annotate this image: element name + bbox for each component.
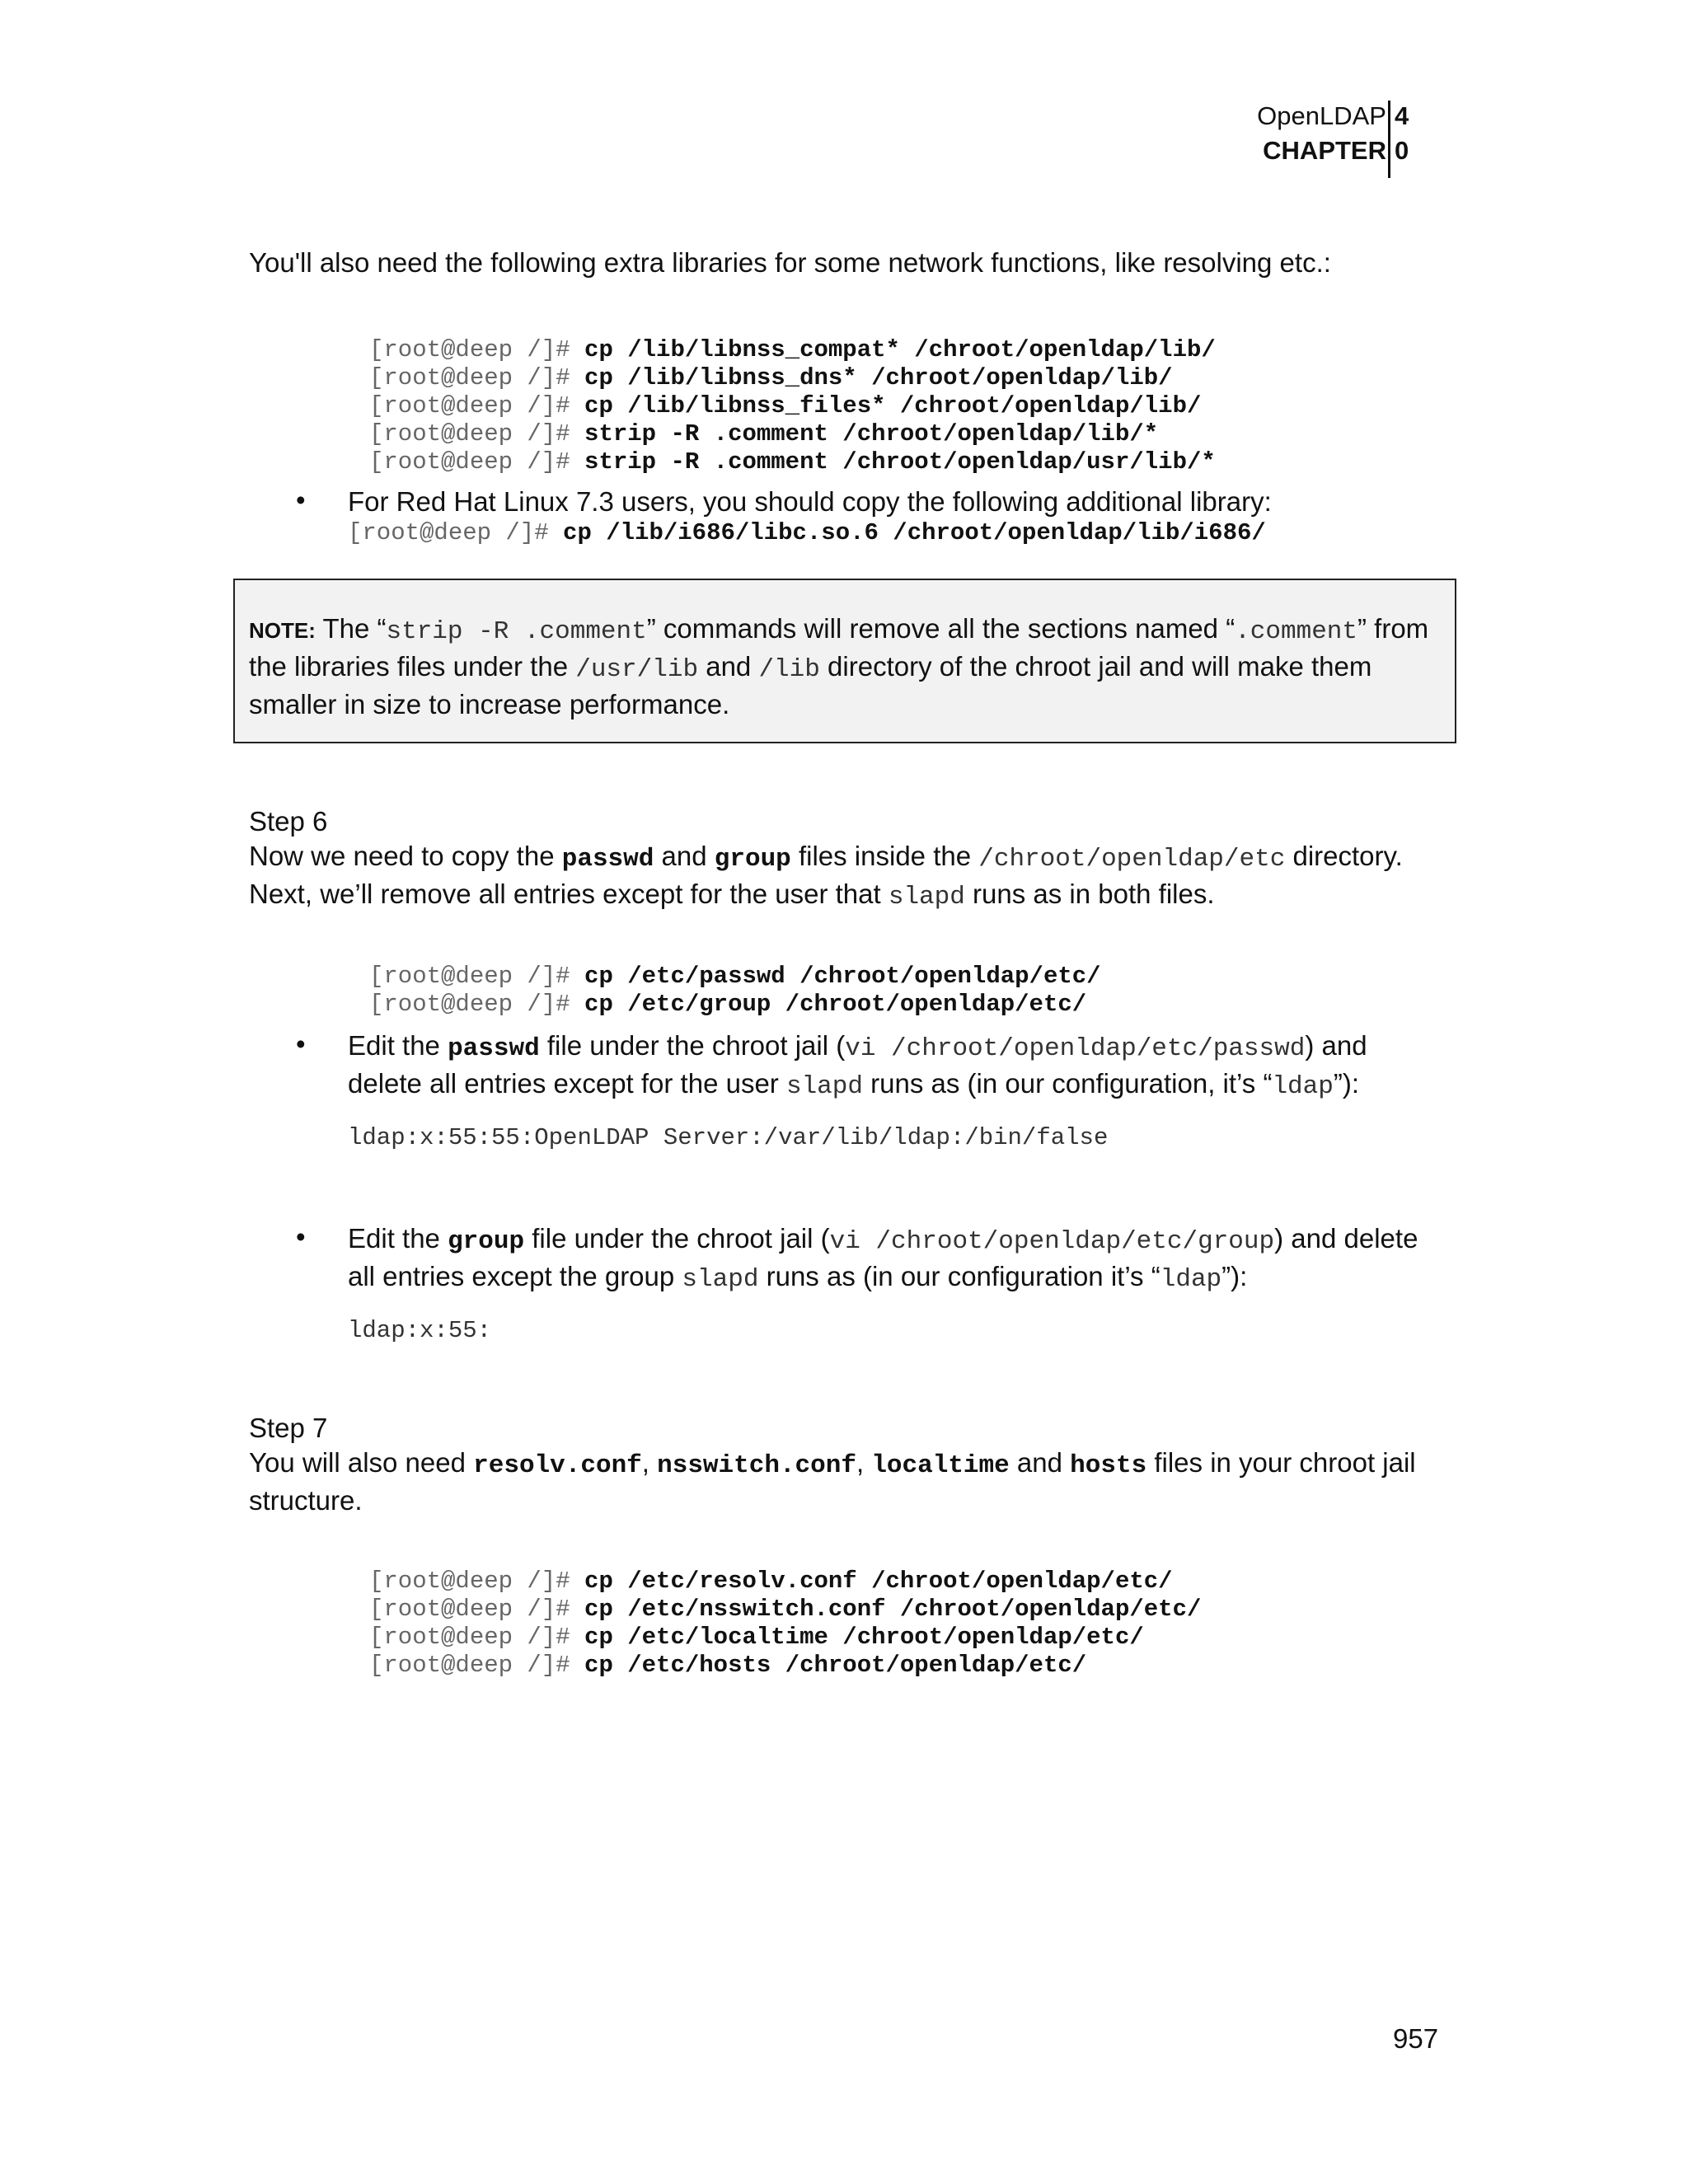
code-line: [root@deep /]# cp /lib/libnss_files* /chroot/openldap/lib/ (369, 392, 1202, 419)
header-chapter-label: CHAPTER (1263, 136, 1386, 165)
code-line: [root@deep /]# cp /etc/hosts /chroot/openldap/etc/ (369, 1652, 1087, 1679)
note-label: NOTE: (249, 618, 316, 643)
code-line: [root@deep /]# cp /etc/localtime /chroot/openldap/etc/ (369, 1624, 1144, 1651)
page-number: 957 (1393, 2023, 1439, 2054)
code-line: [root@deep /]# cp /lib/libnss_dns* /chroot/openldap/lib/ (369, 364, 1173, 391)
intro-paragraph: You'll also need the following extra libraries for some network functions, like resolving etc.: (249, 247, 1331, 278)
header-labels (1257, 99, 1386, 168)
step7-title: Step 7 (249, 1413, 328, 1443)
bullet-redhat-text: For Red Hat Linux 7.3 users, you should copy the following additional library: (348, 486, 1272, 517)
step6-paragraph: Now we need to copy the passwd and group files inside the /chroot/openldap/etc directory. Next, we’ll remove all entries except for the user that slapd runs as in both files. (249, 841, 1403, 912)
step7-paragraph: You will also need resolv.conf, nsswitch.conf, localtime and hosts files in your chroot jail structure. (249, 1447, 1416, 1516)
bullet-dot: • (296, 1029, 306, 1059)
note-text: NOTE: The “strip -R .comment” commands will remove all the sections named “.comment” from the libraries files under the /usr/lib and /lib directory of the chroot jail and will make them smaller in size to increase performance. (249, 613, 1429, 719)
code-block-libraries (369, 308, 1216, 504)
passwd-entry-line: ldap:x:55:55:OpenLDAP Server:/var/lib/ldap:/bin/false (348, 1124, 1109, 1151)
header-title: OpenLDAP (1257, 101, 1386, 130)
bullet-dot: • (296, 485, 306, 515)
header-chapter-number (1395, 99, 1409, 168)
bullet-dot: • (296, 1221, 306, 1252)
code-line: [root@deep /]# cp /lib/libnss_compat* /chroot/openldap/lib/ (369, 336, 1216, 363)
note-box (233, 579, 1456, 743)
code-line: [root@deep /]# strip -R .comment /chroot/openldap/lib/* (369, 420, 1159, 448)
running-header (1236, 96, 1426, 175)
header-divider (1388, 101, 1390, 178)
chapter-digit-top: 4 (1395, 101, 1409, 130)
code-line: [root@deep /]# cp /etc/group /chroot/openldap/etc/ (369, 991, 1087, 1018)
step6-title: Step 6 (249, 806, 328, 837)
chapter-digit-bottom: 0 (1395, 136, 1409, 165)
code-line: [root@deep /]# cp /etc/resolv.conf /chroot/openldap/etc/ (369, 1568, 1173, 1595)
bullet-passwd: Edit the passwd file under the chroot jail (vi /chroot/openldap/etc/passwd) and delete all entries except for the user slapd runs as (in our configuration, it’s “ldap”): (348, 1030, 1367, 1101)
code-line: [root@deep /]# cp /etc/nsswitch.conf /chroot/openldap/etc/ (369, 1596, 1202, 1623)
bullet-redhat (348, 485, 1436, 547)
bullet-group: Edit the group file under the chroot jail (vi /chroot/openldap/etc/group) and delete all entries except the group slapd runs as (in our configuration it’s “ldap”): (348, 1223, 1418, 1294)
code-block-step7 (369, 1540, 1201, 1708)
group-entry-line: ldap:x:55: (348, 1317, 492, 1344)
code-line: [root@deep /]# cp /etc/passwd /chroot/openldap/etc/ (369, 963, 1101, 990)
code-line: [root@deep /]# strip -R .comment /chroot/openldap/usr/lib/* (369, 448, 1216, 476)
bullet-redhat-code: [root@deep /]# cp /lib/i686/libc.so.6 /chroot/openldap/lib/i686/ (348, 519, 1266, 546)
